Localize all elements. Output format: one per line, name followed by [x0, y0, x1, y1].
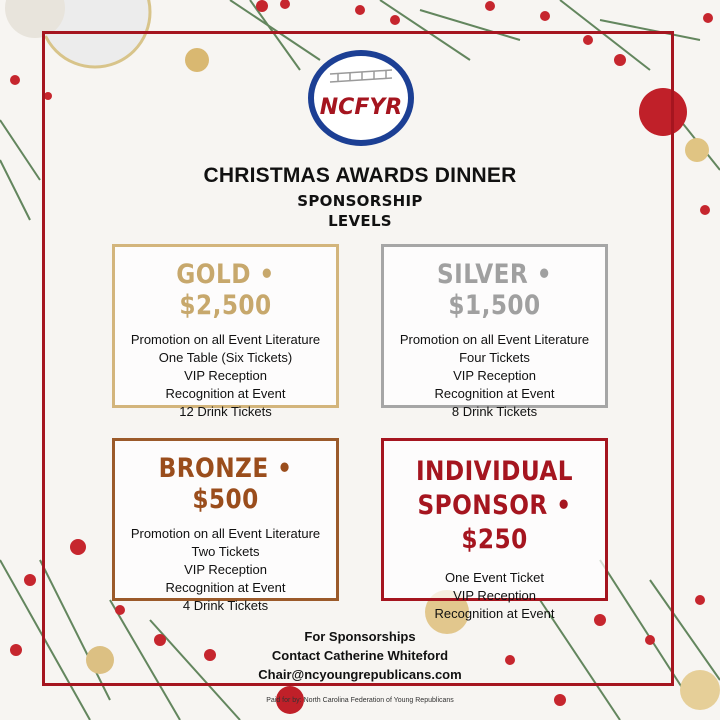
contact-email: Chair@ncyoungrepublicans.com — [258, 667, 462, 682]
list-item: Recognition at Event — [165, 580, 286, 595]
list-item: VIP Reception — [453, 368, 536, 383]
list-item: VIP Reception — [184, 562, 267, 577]
list-item: Recognition at Event — [434, 606, 555, 621]
individual-tier-card — [381, 438, 608, 621]
list-item: 8 Drink Tickets — [451, 404, 538, 419]
subtitle-line-1: SPONSORSHIP — [297, 192, 423, 210]
list-item: Four Tickets — [459, 350, 530, 365]
bronze-tier-card — [112, 438, 339, 613]
contact-heading: For Sponsorships — [304, 629, 416, 644]
individual-tier-heading — [399, 455, 589, 557]
list-item: One Table (Six Tickets) — [158, 350, 293, 365]
list-item: Recognition at Event — [434, 386, 555, 401]
gold-tier-heading: GOLD • $2,500 — [176, 259, 275, 321]
list-item: Promotion on all Event Literature — [130, 332, 321, 347]
list-item: One Event Ticket — [445, 570, 544, 585]
contact-name: Contact Catherine Whiteford — [271, 648, 449, 663]
individual-tier-heading-line-1: INDIVIDUAL — [415, 456, 574, 487]
gold-tier-card — [112, 244, 339, 419]
list-item: Recognition at Event — [165, 386, 286, 401]
list-item: 12 Drink Tickets — [179, 404, 272, 419]
subtitle-line-2: LEVELS — [328, 212, 392, 230]
list-item: Promotion on all Event Literature — [399, 332, 590, 347]
silver-tier-heading: SILVER • $1,500 — [436, 259, 553, 321]
list-item: VIP Reception — [184, 368, 267, 383]
paid-for-by-disclaimer: Paid for by: North Carolina Federation of Young Republicans — [266, 697, 454, 704]
list-item: Two Tickets — [191, 544, 260, 559]
logo-text: NCFYR — [319, 95, 403, 120]
silver-tier-card — [381, 244, 608, 419]
list-item: VIP Reception — [453, 588, 536, 603]
list-item: 4 Drink Tickets — [182, 598, 269, 613]
bronze-tier-heading: BRONZE • $500 — [158, 453, 293, 515]
ncfyr-logo — [308, 50, 414, 146]
list-item: Promotion on all Event Literature — [130, 526, 321, 541]
page-title: CHRISTMAS AWARDS DINNER — [203, 164, 517, 187]
individual-tier-heading-line-2: SPONSOR • $250 — [417, 490, 572, 555]
